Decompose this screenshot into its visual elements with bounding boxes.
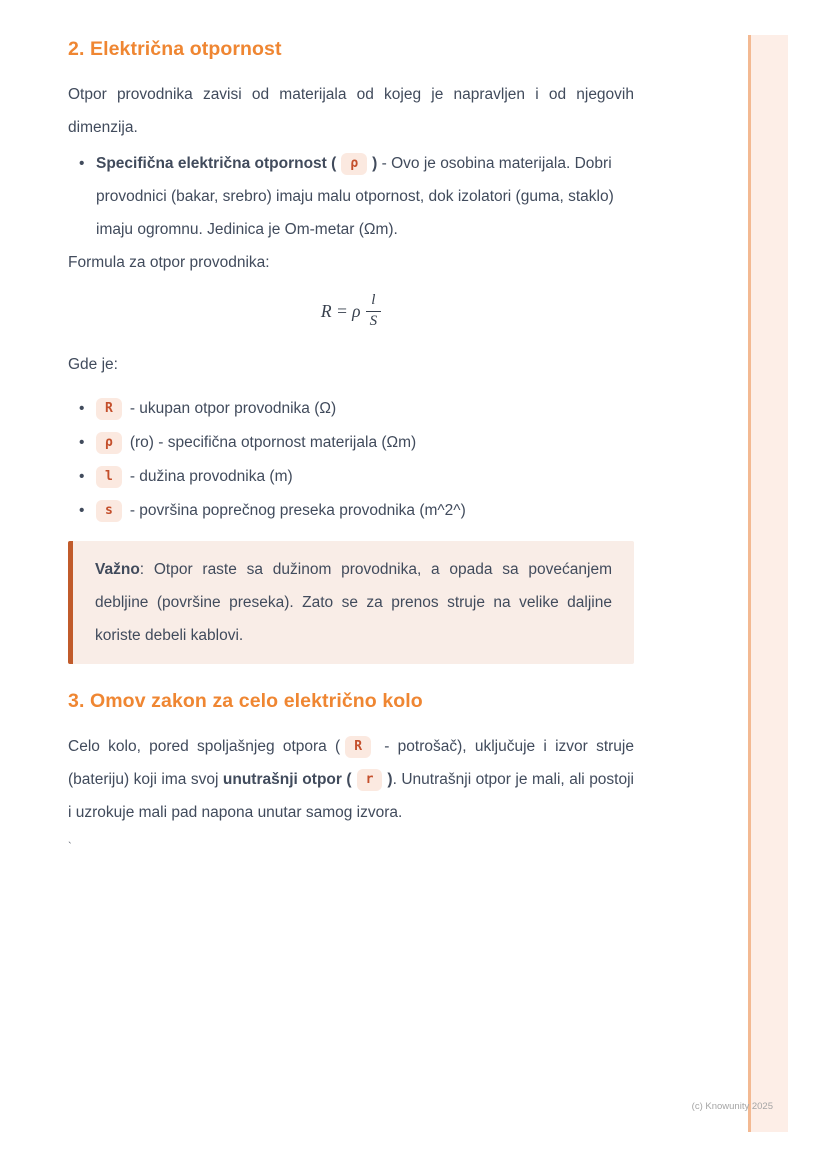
symbol-list (68, 392, 634, 528)
right-accent-stripe (748, 35, 788, 1132)
stray-backtick: ` (68, 841, 72, 853)
section-2-heading: 2. Električna otpornost (68, 38, 282, 60)
l-code-badge: l (96, 466, 122, 488)
callout-bold-label: Važno (95, 561, 140, 578)
symbol-description: (ro) - specifična otpornost materijala (Ωm) (129, 434, 417, 451)
s-code-badge: s (96, 500, 122, 522)
formula-fraction (366, 291, 382, 331)
resistance-formula (321, 291, 381, 331)
para-text: Celo kolo, pored spoljašnjeg otpora ( (68, 738, 341, 755)
symbol-description: - površina poprečnog preseka provodnika (m^2^) (129, 502, 466, 519)
formula-label: Formula za otpor provodnika: (68, 254, 270, 271)
para-bold-text: unutrašnji otpor ( (222, 771, 352, 788)
list-item (68, 460, 634, 494)
para-text: - potrošač), uključuje i izvor struje (bateriju) koji ima svoj (68, 738, 634, 788)
section-3-paragraph (68, 730, 634, 829)
section-2-bullet-list (68, 147, 634, 246)
formula-lhs: R = ρ (320, 300, 361, 321)
formula-denominator: S (366, 311, 382, 332)
para-bold-text: ) (387, 771, 393, 788)
bullet-bold-suffix: ) (372, 155, 378, 172)
formula-block (68, 291, 634, 331)
bullet-bold-prefix: Specifična električna otpornost ( (96, 155, 337, 172)
symbol-description: - dužina provodnika (m) (129, 468, 293, 485)
symbol-description: - ukupan otpor provodnika (Ω) (129, 400, 337, 417)
R-code-badge: R (345, 736, 371, 758)
where-label: Gde je: (68, 356, 118, 373)
para-text: . Unutrašnji otpor je mali, ali postoji i uzrokuje mali pad napona unutar samog izvora. (68, 771, 634, 821)
list-item (68, 426, 634, 460)
formula-numerator: l (371, 292, 376, 308)
rho-code-badge: ρ (96, 432, 122, 454)
list-item (68, 494, 634, 528)
list-item (68, 147, 634, 246)
section-2-intro: Otpor provodnika zavisi od materijala od kojeg je napravljen i od njegovih dimenzija. (68, 86, 634, 136)
rho-code-badge: ρ (341, 153, 367, 175)
section-3-heading: 3. Omov zakon za celo električno kolo (68, 690, 423, 712)
callout-text: : Otpor raste sa dužinom provodnika, a opada sa povećanjem debljine (površine preseka). Zato se za prenos struje na velike daljine koriste debeli kablovi. (95, 561, 612, 644)
r-code-badge: r (357, 769, 383, 791)
R-code-badge: R (96, 398, 122, 420)
list-item (68, 392, 634, 426)
bullet-text: - Ovo je osobina materijala. Dobri provodnici (bakar, srebro) imaju malu otpornost, dok izolatori (guma, staklo) imaju ogromnu. Jedinica je Om-metar (Ωm). (96, 155, 614, 238)
document-content (68, 38, 634, 857)
important-callout (68, 541, 634, 664)
copyright-footer: (c) Knowunity 2025 (691, 1101, 773, 1112)
